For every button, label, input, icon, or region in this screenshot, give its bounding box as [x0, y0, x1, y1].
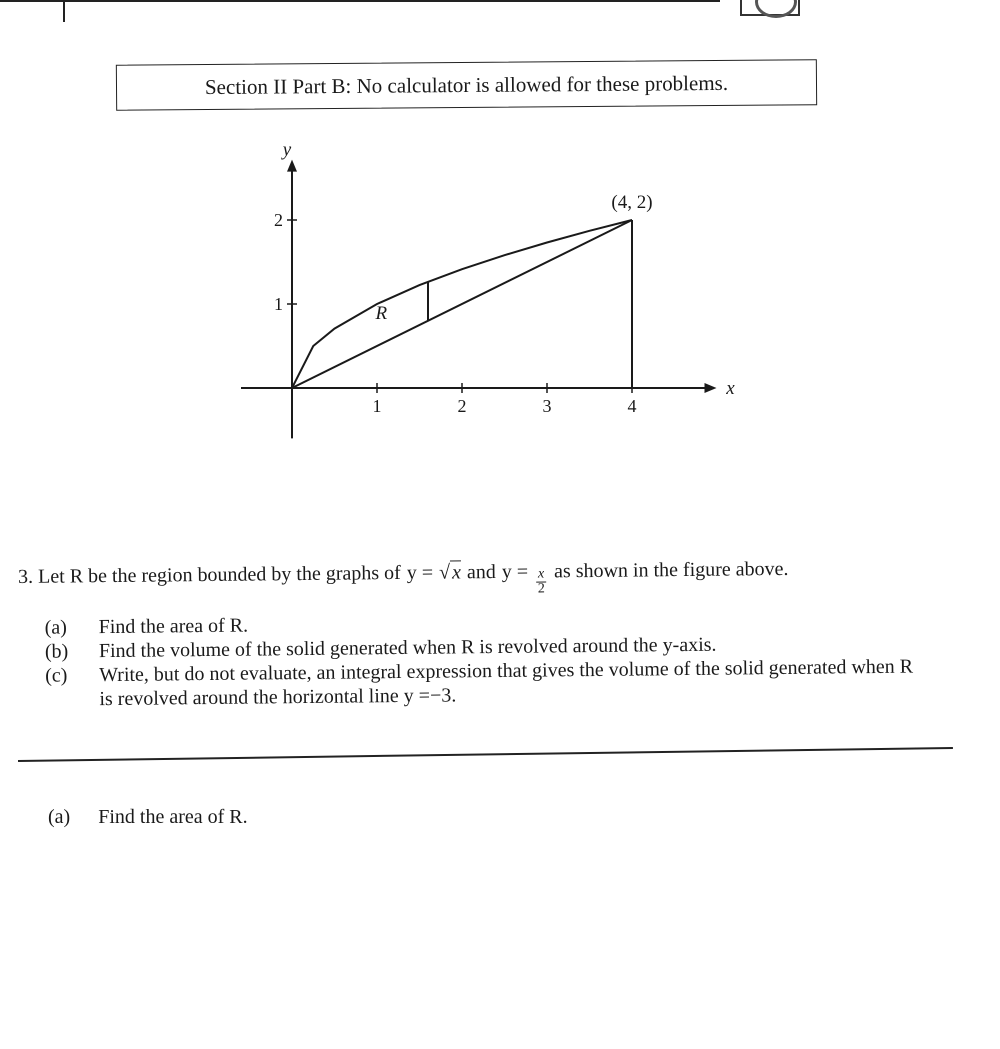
- problem-intro: [18, 556, 978, 602]
- y-axis-arrow: [287, 160, 297, 172]
- intro-tail: as shown in the figure above.: [553, 557, 789, 583]
- x-tick-label: 1: [372, 396, 382, 416]
- answer-text: Find the area of R.: [98, 806, 248, 828]
- x-tick-label: 4: [627, 396, 637, 416]
- labels: [274, 140, 735, 416]
- x-axis-label: x: [726, 378, 735, 399]
- part-label: (c): [45, 664, 68, 687]
- y-tick-label: 1: [274, 294, 283, 314]
- x-axis-arrow: [705, 383, 717, 393]
- sqrt-expression: √x: [438, 561, 462, 584]
- part-label: (a): [44, 616, 67, 639]
- fraction: [536, 567, 546, 596]
- x-tick-label: 2: [457, 396, 467, 416]
- y-axis-label: y: [282, 139, 292, 161]
- line-curve: [292, 220, 632, 388]
- intro-text: 3. Let R be the region bounded by the graphs of: [18, 561, 401, 588]
- top-tick-mark: [63, 0, 65, 22]
- region-label: R: [375, 303, 388, 325]
- banner-text: Section II Part B: No calculator is allowed for these problems.: [204, 70, 729, 99]
- part-text: Write, but do not evaluate, an integral expression that gives the volume of the solid generated when R is revolved around the horizontal line y =−3.: [99, 655, 914, 711]
- part-label: (b): [44, 640, 69, 663]
- problem-statement: [18, 556, 979, 712]
- frac-denominator: 2: [537, 581, 545, 597]
- x-tick-label: 3: [542, 396, 552, 416]
- answer-prompt: [48, 806, 248, 829]
- part-text: Find the volume of the solid generated when R is revolved around the y-axis.: [98, 633, 717, 663]
- problem-parts: [45, 606, 980, 712]
- section-divider: [18, 747, 953, 762]
- radicand: x: [450, 560, 461, 583]
- and-word: and: [466, 560, 496, 584]
- point-label: (4, 2): [611, 192, 653, 213]
- top-rule: [0, 0, 720, 2]
- eq2-lhs: y =: [501, 560, 529, 583]
- graph-figure: [230, 135, 750, 445]
- answer-label: (a): [48, 806, 71, 828]
- part-c: [45, 654, 979, 712]
- y-tick-label: 2: [274, 210, 283, 230]
- section-banner: [116, 59, 817, 111]
- curves: [292, 220, 632, 388]
- part-text: Find the area of R.: [98, 614, 249, 639]
- frac-numerator: x: [537, 566, 545, 582]
- eq1-lhs: y =: [406, 561, 434, 584]
